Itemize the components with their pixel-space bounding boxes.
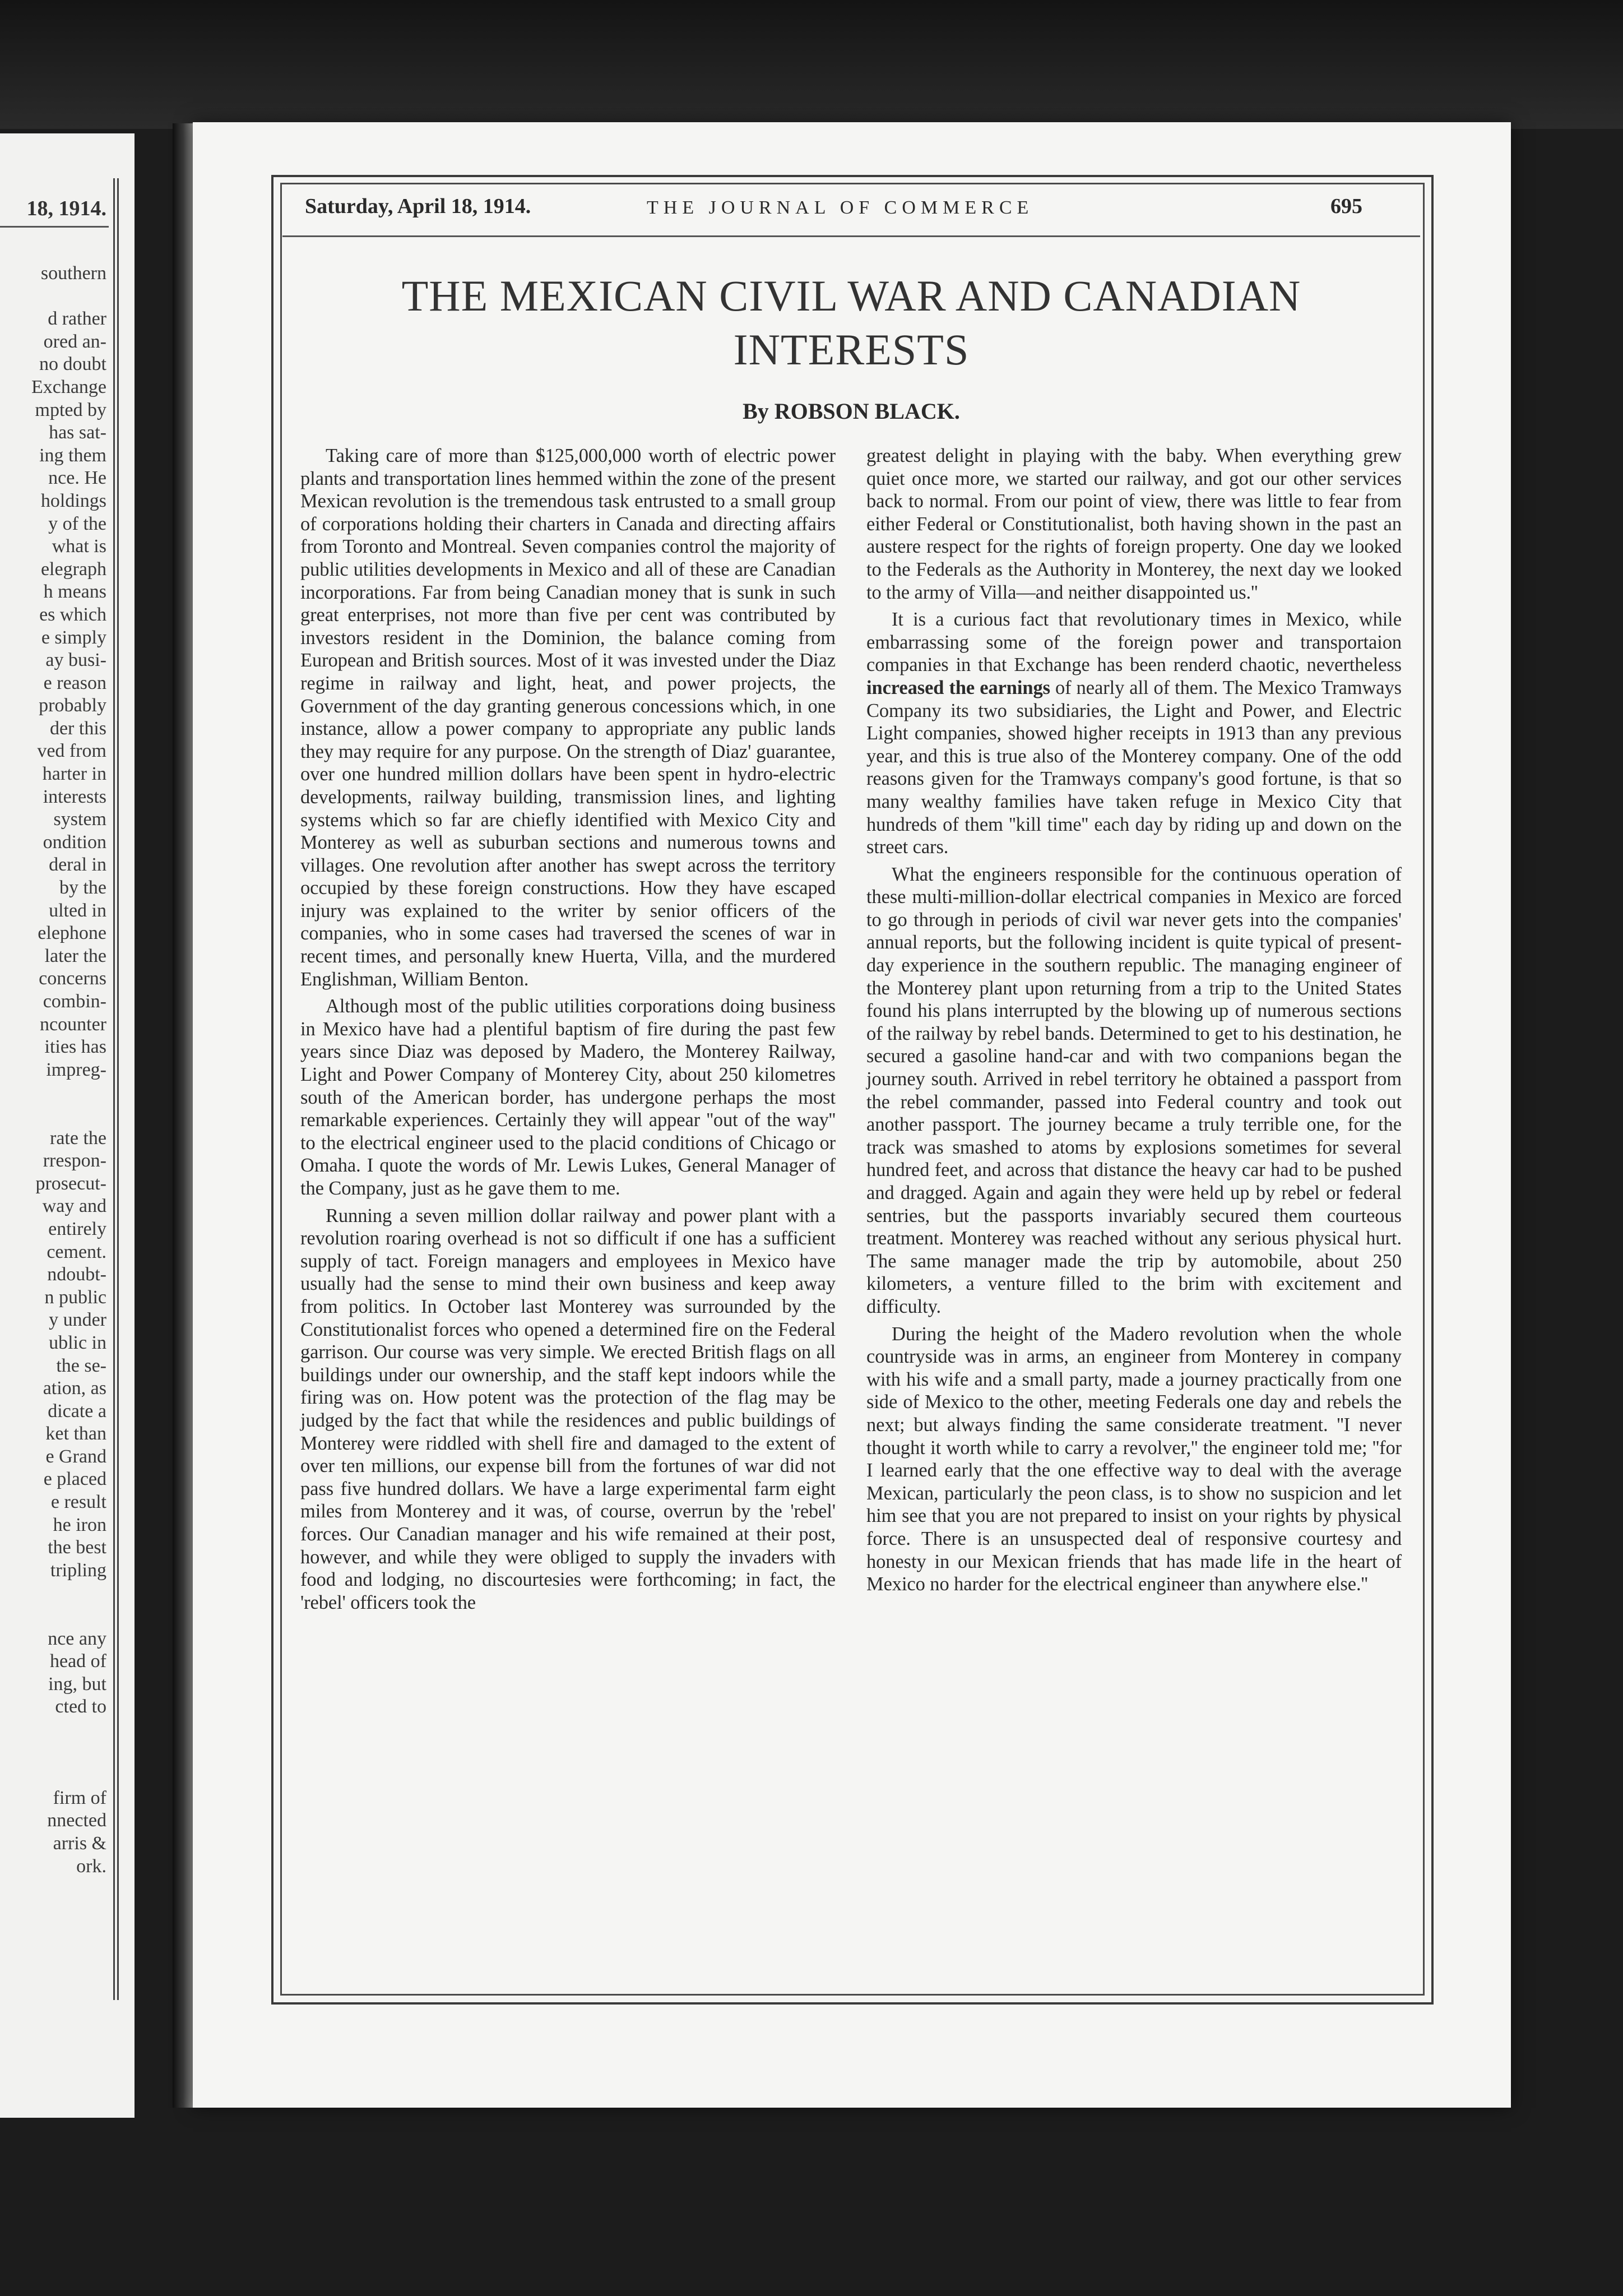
article-column-left [300, 445, 836, 1618]
adjacent-page-line: later the [44, 945, 106, 966]
adjacent-page-line: nce. He [48, 467, 106, 489]
adjacent-page-line: deral in [49, 854, 106, 876]
adjacent-page-line: harter in [42, 763, 106, 785]
adjacent-page-line: impreg- [46, 1059, 106, 1080]
adjacent-page-line: Exchange [31, 376, 106, 397]
journal-page [193, 122, 1511, 2108]
adjacent-page-line: e reason [43, 672, 106, 693]
adjacent-page [0, 133, 135, 2118]
adjacent-page-line: ork. [76, 1855, 106, 1877]
adjacent-page-line: ay busi- [45, 650, 106, 671]
adjacent-page-line: ublic in [49, 1332, 106, 1353]
adjacent-page-line: y under [49, 1309, 106, 1331]
adjacent-page-line: cement. [47, 1241, 106, 1262]
adjacent-page-line: combin- [43, 991, 106, 1012]
article-byline: By ROBSON BLACK. [743, 399, 960, 424]
adjacent-page-line: ing, but [48, 1673, 106, 1695]
adjacent-page-line: the se- [56, 1355, 106, 1376]
adjacent-page-line: ored an- [43, 331, 106, 352]
adjacent-page-line: system [53, 809, 106, 830]
adjacent-page-line: nce any [48, 1628, 106, 1649]
issue-date: Saturday, April 18, 1914. [305, 195, 531, 218]
adjacent-page-line: ndoubt- [47, 1264, 106, 1285]
adjacent-page-line: the best [48, 1537, 106, 1558]
adjacent-page-line: y of the [48, 513, 106, 534]
adjacent-page-line: ncounter [40, 1013, 106, 1035]
paragraph: greatest delight in playing with the baby. When everything grew quiet once more, we started our railway, and got our other services back to normal. From our point of view, there was little to fear from either Federal or Constitutionalist, both having shown in the past an austere respect for the rights of foreign property. One day we looked to the Federals as the Authority in Monterey, the next day we looked to the army of Villa—and neither disappointed us.'' [866, 445, 1402, 603]
adjacent-page-line: rate the [50, 1127, 106, 1149]
adjacent-page-line: rrespon- [43, 1150, 106, 1172]
adjacent-page-line: e result [50, 1492, 106, 1513]
adjacent-page-line [0, 1605, 106, 1628]
adjacent-page-line: entirely [48, 1218, 106, 1239]
adjacent-page-line: prosecut- [35, 1173, 106, 1194]
adjacent-page-line: h means [43, 581, 106, 603]
adjacent-page-line: has sat- [49, 422, 106, 443]
adjacent-page-rule [0, 226, 109, 228]
adjacent-page-line: tripling [50, 1559, 106, 1581]
adjacent-page-line: ities has [44, 1036, 106, 1058]
adjacent-page-line [0, 1719, 106, 1742]
paragraph: During the height of the Madero revolution when the whole countryside was in arms, an engineer from Monterey in company with his wife and a small party, made a journey practically from one side of Mexico to the other, meeting Federals one day and rebels the next; but always finding the same considerate treatment. ''I never thought it worth while to carry a revolver,'' the engineer told me; ''for I learned early that the one effective way to deal with the average Mexican, particularly the peon class, is to show no suspicion and let him see that you are not prepared to insist on your rights by physical force. There is an unsuspected deal of responsive courtesy and honesty in our Mexican friends that has made life in the heart of Mexico no harder for the electrical engineer than anywhere else.'' [866, 1323, 1402, 1595]
adjacent-page-line: nnected [47, 1810, 106, 1831]
paragraph [866, 608, 1402, 859]
journal-name: THE JOURNAL OF COMMERCE [647, 197, 1034, 218]
adjacent-page-line: probably [39, 695, 106, 716]
adjacent-page-line: arris & [53, 1832, 106, 1854]
adjacent-page-line: elegraph [40, 558, 106, 580]
adjacent-page-line [0, 285, 106, 308]
page-number: 695 [1330, 195, 1362, 218]
adjacent-page-line: head of [49, 1651, 106, 1672]
adjacent-page-line: ondition [43, 831, 106, 853]
adjacent-page-line: southern [40, 263, 106, 284]
paragraph-text: It is a curious fact that revolutionary times in Mexico, while embarrassing some of the foreign power and transportaion companies in that Exchange has been renderd chaotic, nevertheless [866, 609, 1402, 676]
scan-background [0, 0, 1623, 129]
adjacent-page-line [0, 1582, 106, 1605]
adjacent-page-line: ing them [39, 445, 106, 466]
adjacent-page-line: way and [42, 1196, 106, 1217]
adjacent-page-line: no doubt [39, 354, 106, 375]
adjacent-page-line: n public [44, 1286, 106, 1308]
adjacent-page-line: firm of [53, 1787, 106, 1808]
adjacent-page-line: by the [59, 877, 106, 899]
adjacent-page-line: concerns [39, 968, 106, 989]
adjacent-page-line: der this [49, 718, 106, 739]
adjacent-page-line: ation, as [43, 1378, 106, 1399]
paragraph: Running a seven million dollar railway and power plant with a revolution roaring overhead is not so difficult if one has a sufficient supply of tact. Foreign managers and employees in Mexico have usually had the sense to mind their own business and keep away from politics. In October last Monterey was surrounded by the Constitutionalist forces who opened a determined fire on the Federal garrison. Our course was very simple. We erected British flags on all buildings under our ownership, and the staff kept indoors while the firing was on. How potent was the protection of the flag may be judged by the fact that while the residences and public buildings of Monterey were riddled with shell fire and damaged to the extent of over ten millions, our expense bill from the fortunes of war did not pass five hundred dollars. We have a large experimental farm eight miles from Monterey and it was, of course, overrun by the 'rebel' forces. Our Canadian manager and his wife remained at their post, however, and while they were obliged to supply the invaders with food and lodging, no discourtesies were forthcoming; in fact, the 'rebel' officers took the [300, 1205, 836, 1613]
adjacent-page-line: elephone [38, 923, 106, 944]
adjacent-page-line: e simply [41, 627, 106, 648]
adjacent-page-line [0, 1764, 106, 1787]
paragraph: Taking care of more than $125,000,000 worth of electric power plants and transportation lines hemmed within the zone of the present Mexican revolution is the tremendous task entrusted to a small group of corporations holding their charters in Canada and directing affairs from Toronto and Montreal. Seven companies control the majority of public utilities developments in Mexico and all of these are Canadian incorporations. Far from being Canadian money that is sunk in such great enterprises, not more than five per cent was contributed by investors resident in the Dominion, the balance coming from European and British sources. Most of it was invested under the Diaz regime in railway and light, heat, and power projects, the Government of the day granting generous concessions which, in one instance, allow a power company to appropriate any public lands they may require for any purpose. On the strength of Diaz' guarantee, over one hundred million dollars have been spent in hydro-electric developments, railway building, transmission lines, and lighting systems which so far are chiefly identified with Mexico City and Monterey as well as suburban sections and numerous towns and villages. One revolution after another has swept across the territory occupied by these foreign constructions. How they have escaped injury was explained to the writer by senior officers of the companies, who in some cases had traversed the scenes of war in recent times, and personally knew Huerta, Villa, and the murdered Englishman, William Benton. [300, 445, 836, 990]
adjacent-page-line: interests [43, 786, 106, 807]
adjacent-page-line [0, 1742, 106, 1765]
header-rule [282, 235, 1420, 237]
article-column-right [866, 445, 1402, 1600]
adjacent-page-line: es which [39, 604, 106, 625]
adjacent-page-line: what is [52, 536, 106, 557]
adjacent-page-line: dicate a [48, 1400, 106, 1422]
paragraph: What the engineers responsible for the continuous operation of these multi-million-dollar electrical companies in Mexico are forced to go through in periods of civil war never gets into the companies' annual reports, but the following incident is quite typical of present-day experience in the southern republic. The managing engineer of the Monterey plant upon returning from a trip to the United States found his plans interrupted by the blowing up of numerous sections of the railway by rebel bands. Determined to get to his destination, he secured a gasoline hand-car and with two companions began the journey south. Arrived in rebel territory he obtained a passport from the rebel commander, passed into Federal country and took out another passport. The journey became a truly terrible one, for the track was smashed to atoms by explosions sometimes for several hundred feet, and across that distance the heavy car had to be pushed and dragged. Again and again they were held up by rebel or federal sentries, but the passports invariably secured them courteous treatment. Monterey was reached without any serious physical hurt. The same manager made the trip by automobile, about 250 kilometers, a venture filled to the brim with excitement and difficulty. [866, 863, 1402, 1317]
adjacent-page-line: cted to [55, 1696, 106, 1718]
adjacent-page-line: e placed [43, 1469, 106, 1490]
paragraph-text: of nearly all of them. The Mexico Tramways Company its two subsidiaries, the Light and Power, and Electric Light companies, showed higher receipts in 1913 than any previous year, and this is true also of the Monterey company. One of the odd reasons given for the Tramways company's good fortune, is that so many wealthy families have taken refuge in Mexico City that hundreds of them ''kill time'' each day by riding up and down on the street cars. [866, 677, 1402, 858]
adjacent-page-line: ved from [37, 740, 106, 762]
bold-emphasis: increased the earnings [866, 677, 1050, 698]
adjacent-page-line: e Grand [45, 1446, 106, 1467]
adjacent-page-line: ulted in [49, 900, 106, 921]
adjacent-page-frame [113, 178, 119, 2000]
paragraph: Although most of the public utilities corporations doing business in Mexico have had a plentiful baptism of fire during the past few years since Diaz was deposed by Madero, the Monterey Railway, Light and Power Company of Monterey City, about 250 kilometres south of the American border, has undergone perhaps the most remarkable experiences. Certainly they will appear ''out of the way'' to the electrical engineer used to the placid conditions of Chicago or Omaha. I quote the words of Mr. Lewis Lukes, General Manager of the Company, just as he gave them to me. [300, 996, 836, 1199]
adjacent-page-line: holdings [40, 490, 106, 511]
adjacent-page-date: 18, 1914. [26, 197, 106, 220]
adjacent-page-text [0, 262, 106, 1878]
adjacent-page-line: ket than [45, 1423, 106, 1445]
page-gutter-shadow [173, 123, 194, 2108]
adjacent-page-line [0, 1104, 106, 1127]
adjacent-page-line [0, 1081, 106, 1104]
article-title: THE MEXICAN CIVIL WAR AND CANADIAN INTERESTS [401, 271, 1301, 374]
adjacent-page-line: d rather [48, 308, 106, 330]
adjacent-page-line: he iron [53, 1514, 106, 1535]
adjacent-page-line: mpted by [35, 399, 106, 420]
